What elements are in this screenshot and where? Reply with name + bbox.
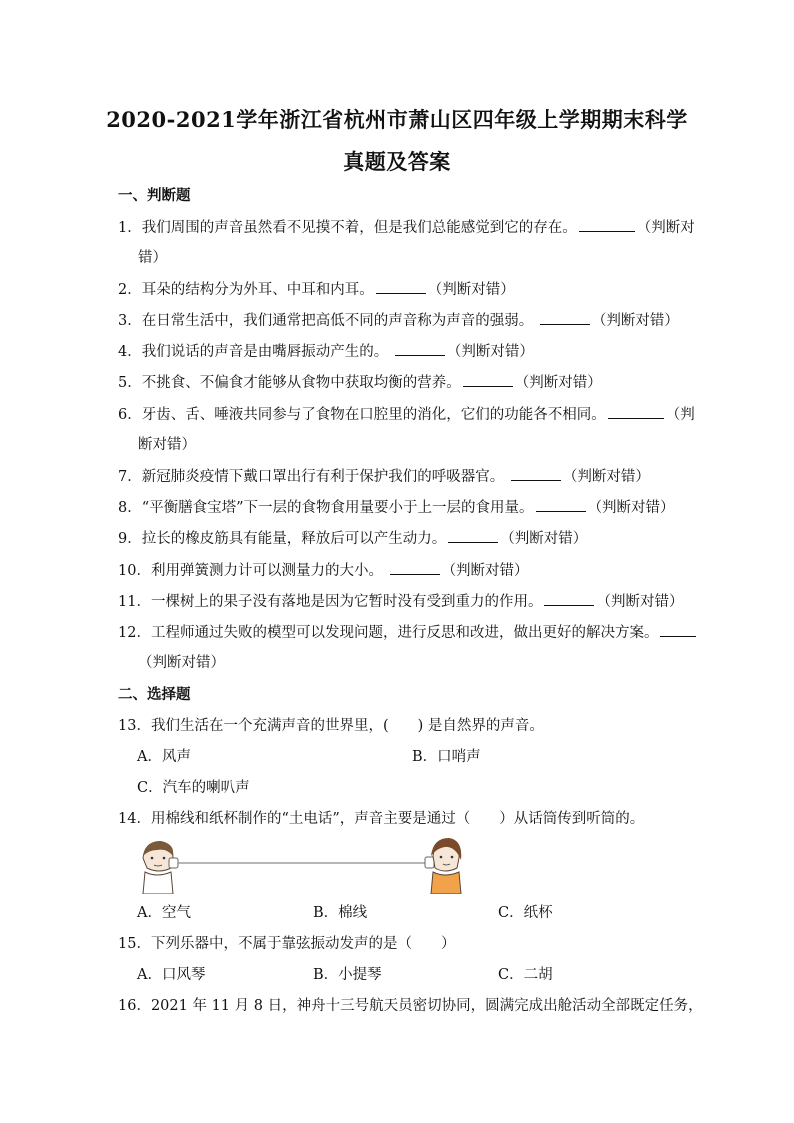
question-suffix: （判断对错）: [596, 594, 684, 610]
question-13-option-c[interactable]: C．汽车的喇叭声: [137, 780, 250, 796]
question-15: 15．下列乐器中，不属于靠弦振动发声的是（ ）: [118, 936, 456, 952]
string-telephone-illustration: [137, 838, 463, 894]
answer-blank[interactable]: [544, 591, 594, 606]
question-text: 10．利用弹簧测力计可以测量力的大小。: [118, 563, 388, 579]
question-11: [118, 591, 684, 612]
question-2: [118, 279, 678, 300]
question-5: [118, 372, 678, 393]
question-13-option-b[interactable]: B．口哨声: [412, 749, 481, 765]
answer-blank[interactable]: [463, 372, 513, 387]
question-8: [118, 497, 678, 518]
answer-blank[interactable]: [511, 466, 561, 481]
section-heading-true-false: 一、判断题: [118, 187, 191, 204]
question-4: [118, 341, 678, 362]
question-13-option-a[interactable]: A．风声: [137, 749, 191, 765]
section-heading-multiple-choice: 二、选择题: [118, 686, 191, 703]
document-title-line1: 2020-2021学年浙江省杭州市萧山区四年级上学期期末科学: [106, 107, 688, 132]
question-suffix: （判: [665, 407, 695, 423]
answer-blank[interactable]: [376, 279, 426, 294]
question-16: 16．2021 年 11 月 8 日，神舟十三号航天员密切协同，圆满完成出舱活动全部既定任务，: [118, 998, 703, 1014]
question-suffix: （判断对错）: [587, 500, 675, 516]
question-text: 5．不挑食、不偏食才能够从食物中获取均衡的营养。: [118, 375, 461, 391]
question-14-option-c[interactable]: C．纸杯: [498, 905, 553, 921]
question-suffix: （判断对错）: [562, 469, 650, 485]
document-title-line2: 真题及答案: [343, 149, 451, 174]
question-1-continuation: 错）: [138, 250, 167, 266]
answer-blank[interactable]: [579, 217, 635, 232]
question-14-option-b[interactable]: B．棉线: [313, 905, 368, 921]
question-suffix: （判断对错）: [500, 531, 588, 547]
answer-blank[interactable]: [395, 341, 445, 356]
question-12-continuation: （判断对错）: [138, 655, 225, 671]
question-text: 4．我们说话的声音是由嘴唇振动产生的。: [118, 344, 393, 360]
answer-blank[interactable]: [390, 560, 440, 575]
question-12: [118, 622, 678, 643]
answer-blank[interactable]: [608, 404, 664, 419]
question-7: [118, 466, 678, 487]
question-text: 12．工程师通过失败的模型可以发现问题，进行反思和改进，做出更好的解决方案。: [118, 625, 659, 641]
question-13: 13．我们生活在一个充满声音的世界里，( ) 是自然界的声音。: [118, 718, 544, 734]
question-1: [118, 217, 695, 238]
question-suffix: （判断对: [636, 220, 695, 236]
question-text: 1．我们周围的声音虽然看不见摸不着，但是我们总能感觉到它的存在。: [118, 220, 577, 236]
question-text: 6．牙齿、舌、唾液共同参与了食物在口腔里的消化，它们的功能各不相同。: [118, 407, 606, 423]
question-text: 3．在日常生活中，我们通常把高低不同的声音称为声音的强弱。: [118, 313, 538, 329]
question-15-option-c[interactable]: C．二胡: [498, 967, 553, 983]
question-15-option-b[interactable]: B．小提琴: [313, 967, 382, 983]
question-suffix: （判断对错）: [446, 344, 534, 360]
question-15-option-a[interactable]: A．口风琴: [137, 967, 206, 983]
answer-blank[interactable]: [448, 528, 498, 543]
question-text: 9．拉长的橡皮筋具有能量，释放后可以产生动力。: [118, 531, 447, 547]
answer-blank[interactable]: [536, 497, 586, 512]
question-suffix: （判断对错）: [441, 563, 529, 579]
question-14: 14．用棉线和纸杯制作的“土电话”，声音主要是通过（ ）从话筒传到听筒的。: [118, 811, 645, 827]
question-6-continuation: 断对错）: [138, 437, 196, 453]
girl-figure: [425, 838, 461, 894]
answer-blank[interactable]: [660, 622, 696, 637]
question-text: 2．耳朵的结构分为外耳、中耳和内耳。: [118, 282, 374, 298]
question-10: [118, 560, 678, 581]
boy-figure: [143, 841, 178, 894]
answer-blank[interactable]: [540, 310, 590, 325]
question-3: [118, 310, 678, 331]
question-text: 8．“平衡膳食宝塔”下一层的食物食用量要小于上一层的食用量。: [118, 500, 534, 516]
question-text: 11．一棵树上的果子没有落地是因为它暂时没有受到重力的作用。: [118, 594, 543, 610]
question-9: [118, 528, 678, 549]
question-14-option-a[interactable]: A．空气: [137, 905, 191, 921]
question-suffix: （判断对错）: [427, 282, 515, 298]
question-text: 7．新冠肺炎疫情下戴口罩出行有利于保护我们的呼吸器官。: [118, 469, 509, 485]
question-suffix: （判断对错）: [514, 375, 602, 391]
question-suffix: （判断对错）: [591, 313, 679, 329]
question-6: [118, 404, 695, 425]
